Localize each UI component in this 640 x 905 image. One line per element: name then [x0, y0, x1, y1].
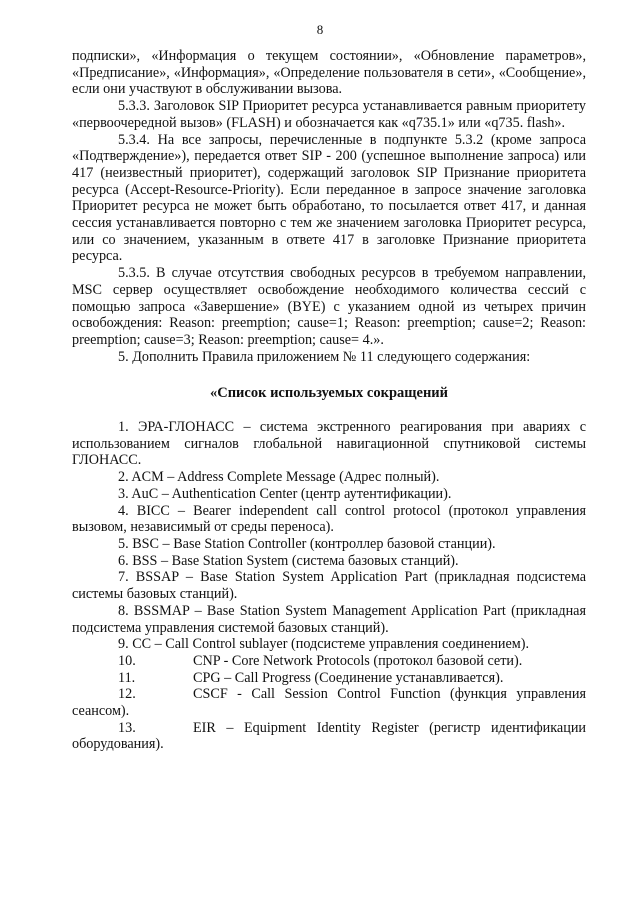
item-number: 11. [118, 669, 136, 686]
abbreviation-item-10 [72, 653, 586, 670]
item-number: 12. [118, 686, 136, 703]
section-heading: «Список используемых сокращений [209, 385, 449, 402]
item-text: CNP - Core Network Protocols (протокол базовой сети). [193, 652, 523, 669]
item-number: 13. [118, 719, 136, 736]
paragraph-continuation: подписки», «Информация о текущем состоянии», «Обновление параметров», «Предписание», «Информация», «Определение пользователя в сети», «Сообщение», если они участвуют в обслуживании вызова. [72, 48, 586, 98]
item-text: CPG – Call Progress (Соединение устанавливается). [193, 669, 504, 686]
abbreviation-item-6: 6. BSS – Base Station System (система базовых станций). [118, 552, 459, 569]
paragraph-5: 5. Дополнить Правила приложением № 11 следующего содержания: [118, 348, 531, 365]
abbreviation-item-12 [72, 686, 586, 719]
abbreviation-item-13 [72, 720, 586, 753]
paragraph-5-3-4: 5.3.4. На все запросы, перечисленные в подпункте 5.3.2 (кроме запроса «Подтверждение»), передается ответ SIP - 200 (успешное выполнение запроса) или 417 (неизвестный приоритет), содержащий заголовок SIP Признание приоритета ресурса (Accept-Resource-Priority). Если переданное в запросе значение заголовка Приоритет ресурса не может быть обработано, то посылается ответ 417, и данная сессия устанавливается повторно с тем же значением заголовка Приоритет ресурса, или со значением, указанным в ответе 417 в заголовке Признание приоритета ресурса. [72, 131, 586, 265]
abbreviation-item-1: 1. ЭРА-ГЛОНАСС – система экстренного реагирования при авариях с использованием сигналов глобальной навигационной спутниковой системы ГЛОНАСС. [72, 419, 586, 469]
abbreviation-item-2: 2. ACM – Address Complete Message (Адрес полный). [118, 469, 440, 486]
abbreviation-item-9: 9. CC – Call Control sublayer (подсистеме управления соединением). [118, 636, 530, 653]
paragraph-5-3-5: 5.3.5. В случае отсутствия свободных ресурсов в требуемом направлении, MSC сервер осуществляет освобождение необходимого количества сессий с помощью запроса «Завершение» (BYE) с указанием одной из четырех причин освобождения: Reason: preemption; cause=1; Reason: preemption; cause=2; Reason: preemption; cause=3; Reason: preemption; cause= 4.». [72, 265, 586, 348]
abbreviation-item-7: 7. BSSAP – Base Station System Application Part (прикладная подсистема системы базовых станций). [72, 569, 586, 603]
abbreviation-item-4: 4. BICC – Bearer independent call control protocol (протокол управления вызовом, независимый от среды переноса). [72, 502, 586, 536]
abbreviation-item-11 [72, 670, 586, 687]
abbreviation-item-8: 8. BSSMAP – Base Station System Management Application Part (прикладная подсистема управления системой базовых станций). [72, 602, 586, 636]
item-text: CSCF - Call Session Control Function (функция управления сеансом). [72, 686, 586, 720]
abbreviation-item-5: 5. BSC – Base Station Controller (контроллер базовой станции). [118, 535, 496, 552]
item-text: EIR – Equipment Identity Register (регистр идентификации оборудования). [72, 719, 586, 753]
page-number: 8 [316, 22, 324, 37]
paragraph-5-3-3: 5.3.3. Заголовок SIP Приоритет ресурса устанавливается равным приоритету «первоочередной вызов» (FLASH) и обозначается как «q735.1» или «q735. flash». [72, 98, 586, 131]
document-body [72, 48, 586, 753]
abbreviation-item-3: 3. AuC – Authentication Center (центр аутентификации). [118, 485, 452, 502]
item-number: 10. [118, 652, 136, 669]
